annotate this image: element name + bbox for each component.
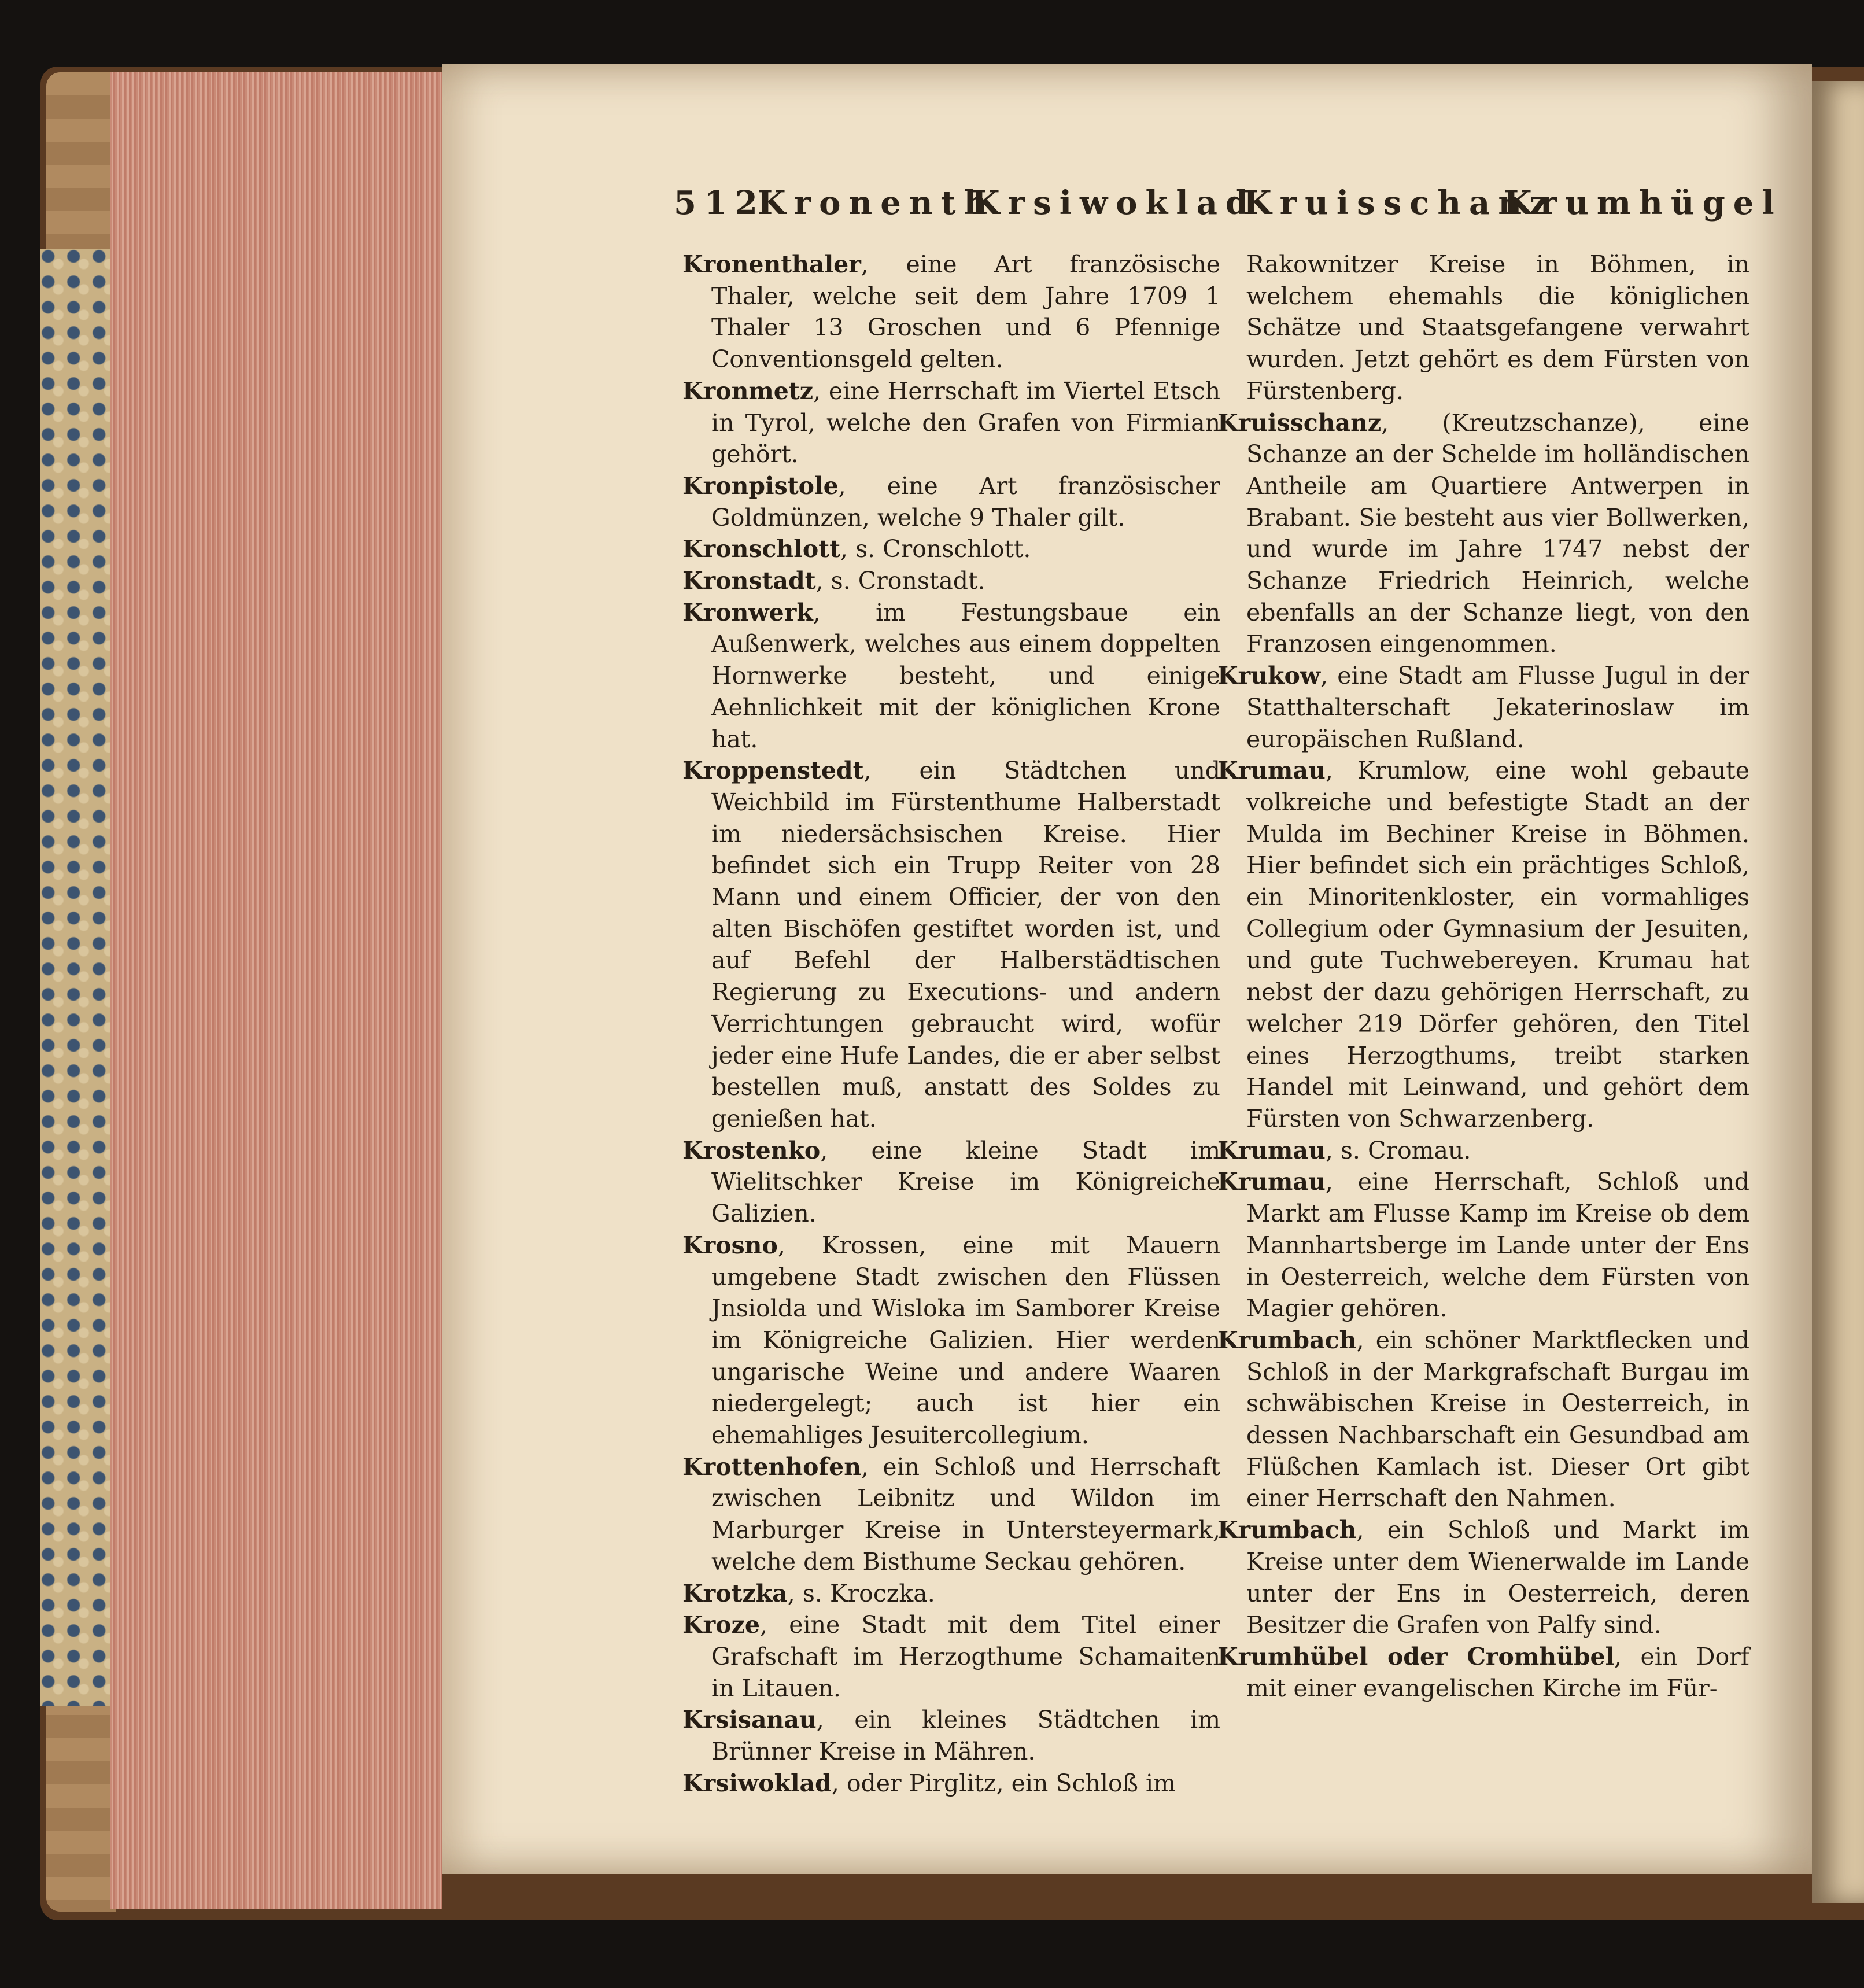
dictionary-entry <box>682 755 1220 1134</box>
entry-headword: Kroppenstedt <box>682 757 864 785</box>
entry-text: , s. Cromau. <box>1325 1136 1471 1164</box>
entry-text: , s. Kroczka. <box>787 1579 935 1607</box>
dictionary-entry <box>682 597 1220 755</box>
dictionary-entry <box>682 249 1220 375</box>
entry-text: , ein Dorf mit einer evangelischen Kirche im Für- <box>1246 1642 1749 1702</box>
page-number: 512 <box>674 184 766 222</box>
entry-headword: Krumau <box>1217 1136 1326 1164</box>
dictionary-entry <box>1217 1641 1749 1704</box>
entry-headword: Krottenhofen <box>682 1452 862 1481</box>
marbled-endpaper <box>40 249 110 1706</box>
entry-headword: Krumbach <box>1217 1516 1357 1544</box>
right-column <box>1217 249 1749 1704</box>
entry-headword: Kronmetz <box>682 377 814 405</box>
entry-headword: Krotzka <box>682 1579 788 1607</box>
dictionary-entry <box>682 1230 1220 1451</box>
dictionary-entry <box>682 1135 1220 1230</box>
entry-text: , eine Art französischer Goldmünzen, welche 9 Thaler gilt. <box>711 471 1220 532</box>
entry-text: , s. Cronstadt. <box>815 567 985 595</box>
dictionary-entry <box>1217 755 1749 1134</box>
page-edges <box>110 72 442 1909</box>
entry-text: , eine Stadt mit dem Titel einer Grafschaft im Herzogthume Schamaiten in Litauen. <box>711 1611 1220 1702</box>
entry-headword: Kronwerk <box>682 598 813 626</box>
running-head-left-2: Krsiwoklad <box>972 184 1257 222</box>
entry-headword: Krostenko <box>682 1136 821 1164</box>
dictionary-entry <box>682 375 1220 470</box>
entry-text: , ein Städtchen und Weichbild im Fürstenthume Halberstadt im niedersächsischen Kreise. Hier befindet sich ein Trupp Reiter von 28 Mann und einem Officier, der von den alten Bischöfen gestiftet worden ist, und auf Befehl der Halberstädtischen Regierung zu Executions- und andern Verrichtungen gebraucht wird, wofür jeder eine Hufe Landes, die er aber selbst bestellen muß, anstatt des Soldes zu genießen hat. <box>711 757 1220 1133</box>
entry-headword: Kronpistole <box>682 471 839 500</box>
entry-text: , s. Cronschlott. <box>840 535 1031 563</box>
entry-headword: Kronschlott <box>682 535 841 563</box>
entry-text: , eine kleine Stadt im Wielitschker Kreise im Königreiche Galizien. <box>711 1136 1220 1228</box>
entry-text: , ein Schloß und Markt im Kreise unter dem Wienerwalde im Lande unter der Ens in Oesterreich, deren Besitzer die Grafen von Palfy sind. <box>1246 1516 1749 1639</box>
entry-headword: Kronstadt <box>682 567 816 595</box>
entry-headword: Kronenthaler <box>682 250 861 278</box>
entry-text: , eine Herrschaft, Schloß und Markt am Flusse Kamp im Kreise ob dem Mannhartsberge im Lande unter der Ens in Oesterreich, welche dem Fürsten von Magier gehören. <box>1246 1168 1749 1323</box>
entry-text: , eine Herrschaft im Viertel Etsch in Tyrol, welche den Grafen von Firmian gehört. <box>711 377 1220 469</box>
dictionary-entry <box>1217 1325 1749 1514</box>
entry-headword: Kruisschanz <box>1217 408 1382 437</box>
entry-text: , ein kleines Städtchen im Brünner Kreise in Mähren. <box>711 1706 1220 1766</box>
dictionary-entry <box>1217 249 1749 407</box>
dictionary-entry <box>1217 660 1749 755</box>
entry-headword: Krumau <box>1217 1168 1326 1196</box>
dictionary-entry <box>1217 407 1749 661</box>
entry-text: , ein schöner Marktflecken und Schloß in der Markgrafschaft Burgau im schwäbischen Kreise in Oesterreich, in dessen Nachbarschaft ein Gesundbad am Flüßchen Kamlach ist. Dieser Ort gibt einer Herrschaft den Nahmen. <box>1246 1326 1749 1513</box>
entry-text: , eine Stadt am Flusse Jugul in der Statthalterschaft Jekaterinoslaw im europäischen Rußland. <box>1246 662 1749 753</box>
dictionary-entry <box>682 1768 1220 1799</box>
entry-headword: Krsiwoklad <box>682 1769 832 1797</box>
left-column <box>682 249 1220 1799</box>
dictionary-entry <box>682 1704 1220 1767</box>
entry-headword: Krsisanau <box>682 1706 817 1734</box>
entry-text: , ein Schloß und Herrschaft zwischen Leibnitz und Wildon im Marburger Kreise in Untersteyermark, welche dem Bisthume Seckau gehören. <box>711 1452 1220 1576</box>
entry-text: Rakownitzer Kreise in Böhmen, in welchem ehemahls die königlichen Schätze und Staatsgefangene verwahrt wurden. Jetzt gehört es dem Fürsten von Fürstenberg. <box>1246 250 1749 405</box>
dictionary-entry <box>682 1609 1220 1704</box>
entry-headword: Krumhübel oder Cromhübel <box>1217 1642 1615 1670</box>
entry-text: , Krumlow, eine wohl gebaute volkreiche und befestigte Stadt an der Mulda im Bechiner Kreise in Böhmen. Hier befindet sich ein prächtiges Schloß, ein Minoritenkloster, ein vormahliges Collegium oder Gymnasium der Jesuiten, und gute Tuchwebereyen. Krumau hat nebst der dazu gehörigen Herrschaft, zu welcher 219 Dörfer gehören, den Titel eines Herzogthums, treibt starken Handel mit Leinwand, und gehört dem Fürsten von Schwarzenberg. <box>1246 757 1749 1133</box>
dictionary-entry <box>1217 1166 1749 1325</box>
dictionary-entry <box>682 533 1220 565</box>
dictionary-entry <box>682 1451 1220 1578</box>
entry-text: , im Festungsbaue ein Außenwerk, welches aus einem doppelten Hornwerke besteht, und einige Aehnlichkeit mit der königlichen Krone hat. <box>711 598 1220 753</box>
entry-text: , oder Pirglitz, ein Schloß im <box>831 1769 1176 1797</box>
dictionary-entry <box>682 565 1220 597</box>
running-head-right-1: Kruisschanz <box>1243 184 1556 222</box>
entry-text: , eine Art französische Thaler, welche seit dem Jahre 1709 1 Thaler 13 Groschen und 6 Pfennige Conventionsgeld gelten. <box>711 250 1220 374</box>
entry-headword: Krukow <box>1217 662 1321 690</box>
entry-text: , Krossen, eine mit Mauern umgebene Stadt zwischen den Flüssen Jnsiolda und Wisloka im Samborer Kreise im Königreiche Galizien. Hier werden ungarische Weine und andere Waaren niedergelegt; auch ist hier ein ehemahliges Jesuitercollegium. <box>711 1231 1220 1449</box>
running-head-right-2: Krumhügel <box>1504 184 1782 222</box>
dictionary-entry <box>682 1578 1220 1610</box>
dictionary-entry <box>682 470 1220 533</box>
entry-headword: Krosno <box>682 1231 778 1259</box>
entry-headword: Krumbach <box>1217 1326 1357 1354</box>
entry-text: , (Kreutzschanze), eine Schanze an der Schelde im holländischen Antheile am Quartiere Antwerpen in Brabant. Sie besteht aus vier Bollwerken, und wurde im Jahre 1747 nebst der Schanze Friedrich Heinrich, welche ebenfalls an der Schanze liegt, von den Franzosen eingenommen. <box>1246 408 1749 658</box>
facing-page-edge <box>1812 81 1864 1903</box>
running-head-left-1: Kronenth <box>758 184 996 222</box>
entry-headword: Kroze <box>682 1611 760 1639</box>
dictionary-entry <box>1217 1514 1749 1641</box>
dictionary-entry <box>1217 1135 1749 1167</box>
entry-headword: Krumau <box>1217 757 1326 785</box>
